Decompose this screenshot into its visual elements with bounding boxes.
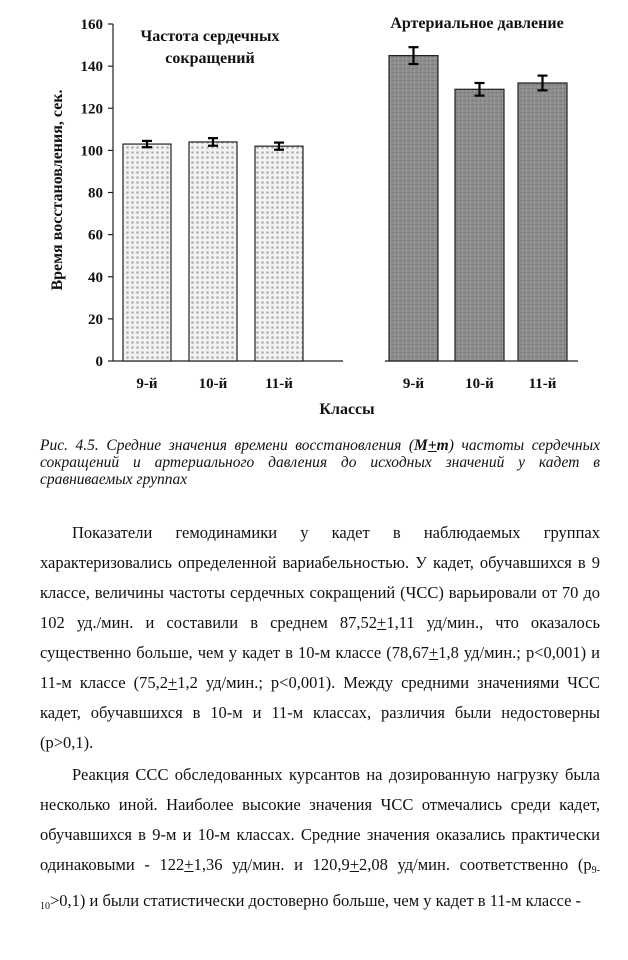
category-label: 10-й: [198, 376, 228, 392]
y-tick-label: 140: [80, 59, 103, 76]
category-label: 9-й: [136, 376, 158, 392]
x-axis-label: Классы: [319, 401, 375, 418]
group-title: Артериальное давление: [390, 15, 564, 32]
bar: [189, 142, 237, 361]
group-title: Частота сердечных: [140, 28, 280, 45]
y-tick-label: 20: [88, 311, 103, 328]
figure-caption: Рис. 4.5. Средние значения времени восстановления (M+m) частоты сердечных сокращений и артериального давления до исходных значений у кадет в сравниваемых группах: [40, 437, 600, 488]
paragraph-1: Показатели гемодинамики у кадет в наблюдаемых группах характеризовались определенной вариабельностью. У кадет, обучавшихся в 9 классе, величины частоты сердечных сокращений (ЧСС) варьировали от 70 до 102 уд./мин. и составили в среднем 87,52+1,11 уд/мин., что оказалось существенно больше, чем у кадет в 10-м классе (78,67+1,8 уд/мин.; p<0,001) и 11-м классе (75,2+1,2 уд/мин.; p<0,001). Между средними значениями ЧСС кадет, обучавшихся в 10-м и 11-м классах, различия были недостоверны (p>0,1).: [40, 523, 601, 752]
bar: [455, 89, 504, 361]
bar: [123, 144, 171, 361]
y-tick-label: 60: [88, 227, 103, 244]
bar: [518, 83, 567, 361]
bar: [255, 146, 303, 361]
figure-label: Рис. 4.5.: [40, 437, 99, 454]
y-tick-label: 160: [80, 17, 103, 33]
bar: [389, 56, 438, 361]
y-tick-label: 120: [80, 101, 103, 118]
y-tick-label: 80: [88, 185, 103, 202]
y-tick-label: 100: [80, 143, 103, 160]
paragraph-2: Реакция ССС обследованных курсантов на дозированную нагрузку была несколько иной. Наиболее высокие значения ЧСС отмечались среди кадет, обучавшихся в 9-м и 10-м классах. Средние значения оказались практически одинаковыми - 122+1,36 уд/мин. и 120,9+2,08 уд/мин. соответственно $(p_{9-10}>0,1)$ и были статистически достоверно больше, чем у кадет в 11-м классе -: [40, 765, 600, 912]
y-tick-label: 0: [95, 354, 103, 370]
y-axis-label: Время восстановления, сек.: [49, 89, 66, 291]
y-tick-label: 40: [88, 269, 103, 286]
body-text: [40, 518, 600, 922]
group-title: сокращений: [165, 50, 255, 67]
category-label: 11-й: [265, 376, 293, 392]
category-label: 11-й: [528, 376, 557, 392]
category-label: 9-й: [402, 376, 425, 392]
category-label: 10-й: [465, 376, 494, 392]
bar-chart: [0, 0, 628, 430]
